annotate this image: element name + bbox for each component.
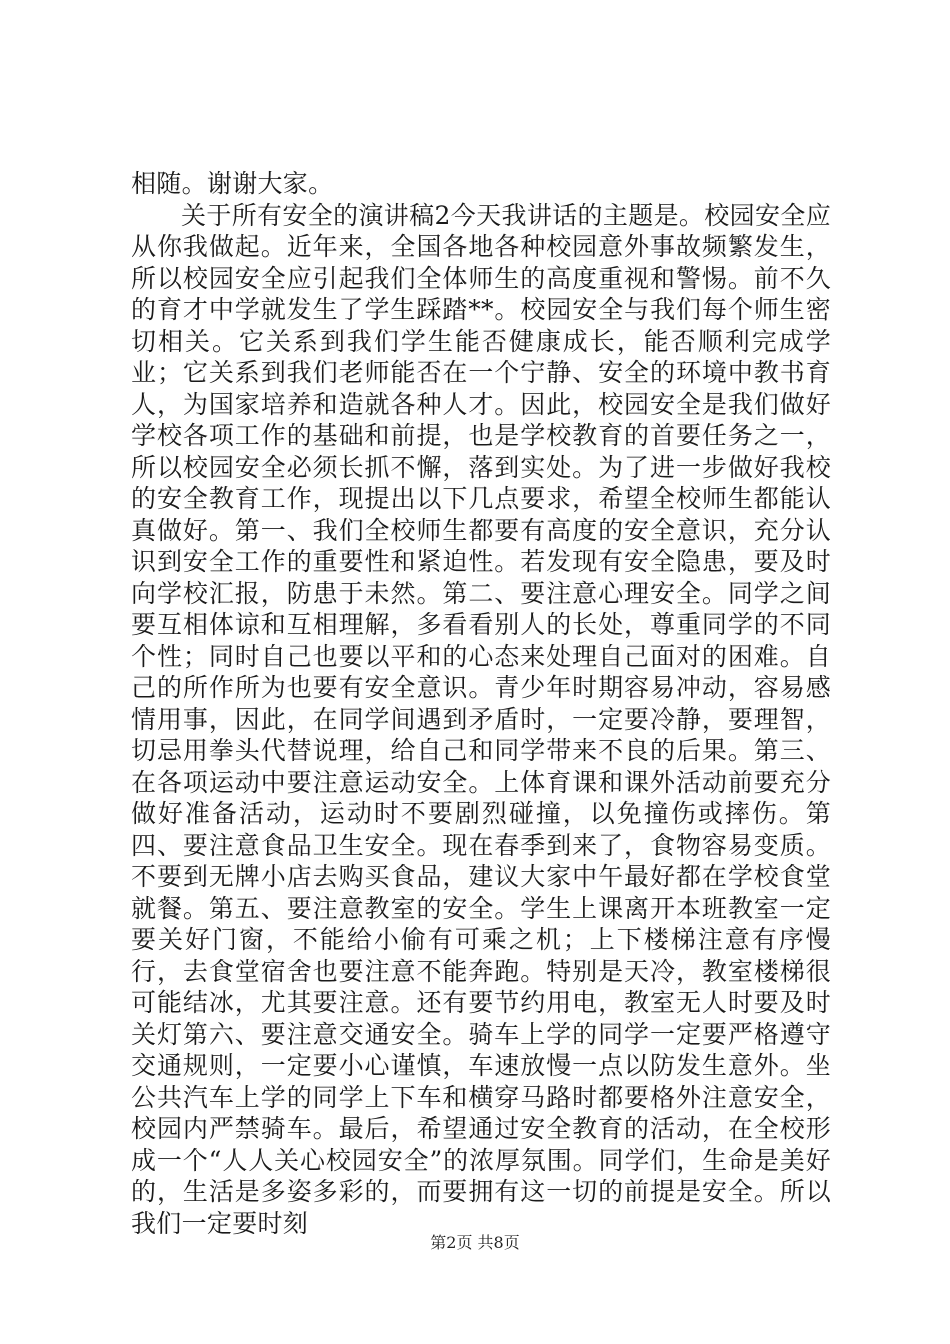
document-body [131, 168, 831, 1239]
page-footer: 第2页 共8页 [430, 1233, 520, 1252]
paragraph-continuation: 相随。谢谢大家。 [131, 169, 334, 198]
paragraph-speech: 关于所有安全的演讲稿2今天我讲话的主题是。校园安全应从你我做起。近年来，全国各地各种校园意外事故频繁发生，所以校园安全应引起我们全体师生的高度重视和警惕。前不久的育才中学就发生了学生踩踏**。校园安全与我们每个师生密切相关。它关系到我们学生能否健康成长，能否顺利完成学业；它关系到我们老师能否在一个宁静、安全的环境中教书育人，为国家培养和造就各种人才。因此，校园安全是我们做好学校各项工作的基础和前提，也是学校教育的首要任务之一，所以校园安全必须长抓不懈，落到实处。为了进一步做好我校的安全教育工作，现提出以下几点要求，希望全校师生都能认真做好。第一、我们全校师生都要有高度的安全意识，充分认识到安全工作的重要性和紧迫性。若发现有安全隐患，要及时向学校汇报，防患于未然。第二、要注意心理安全。同学之间要互相体谅和互相理解，多看看别人的长处，尊重同学的不同个性；同时自己也要以平和的心态来处理自己面对的困难。自己的所作所为也要有安全意识。青少年时期容易冲动，容易感情用事，因此，在同学间遇到矛盾时，一定要冷静，要理智，切忌用拳头代替说理，给自己和同学带来不良的后果。第三、在各项运动中要注意运动安全。上体育课和课外活动前要充分做好准备活动，运动时不要剧烈碰撞，以免撞伤或摔伤。第四、要注意食品卫生安全。现在春季到来了，食物容易变质。不要到无牌小店去购买食品，建议大家中午最好都在学校食堂就餐。第五、要注意教室的安全。学生上课离开本班教室一定要关好门窗，不能给小偷有可乘之机；上下楼梯注意有序慢行，去食堂宿舍也要注意不能奔跑。特别是天冷，教室楼梯很可能结冰，尤其要注意。还有要节约用电，教室无人时要及时关灯第六、要注意交通安全。骑车上学的同学一定要严格遵守交通规则，一定要小心谨慎，车速放慢一点以防发生意外。坐公共汽车上学的同学上下车和横穿马路时都要格外注意安全，校园内严禁骑车。最后，希望通过安全教育的活动，在全校形成一个“人人关心校园安全”的浓厚氛围。同学们，生命是美好的，生活是多姿多彩的，而要拥有这一切的前提是安全。所以我们一定要时刻 [131, 200, 831, 1238]
